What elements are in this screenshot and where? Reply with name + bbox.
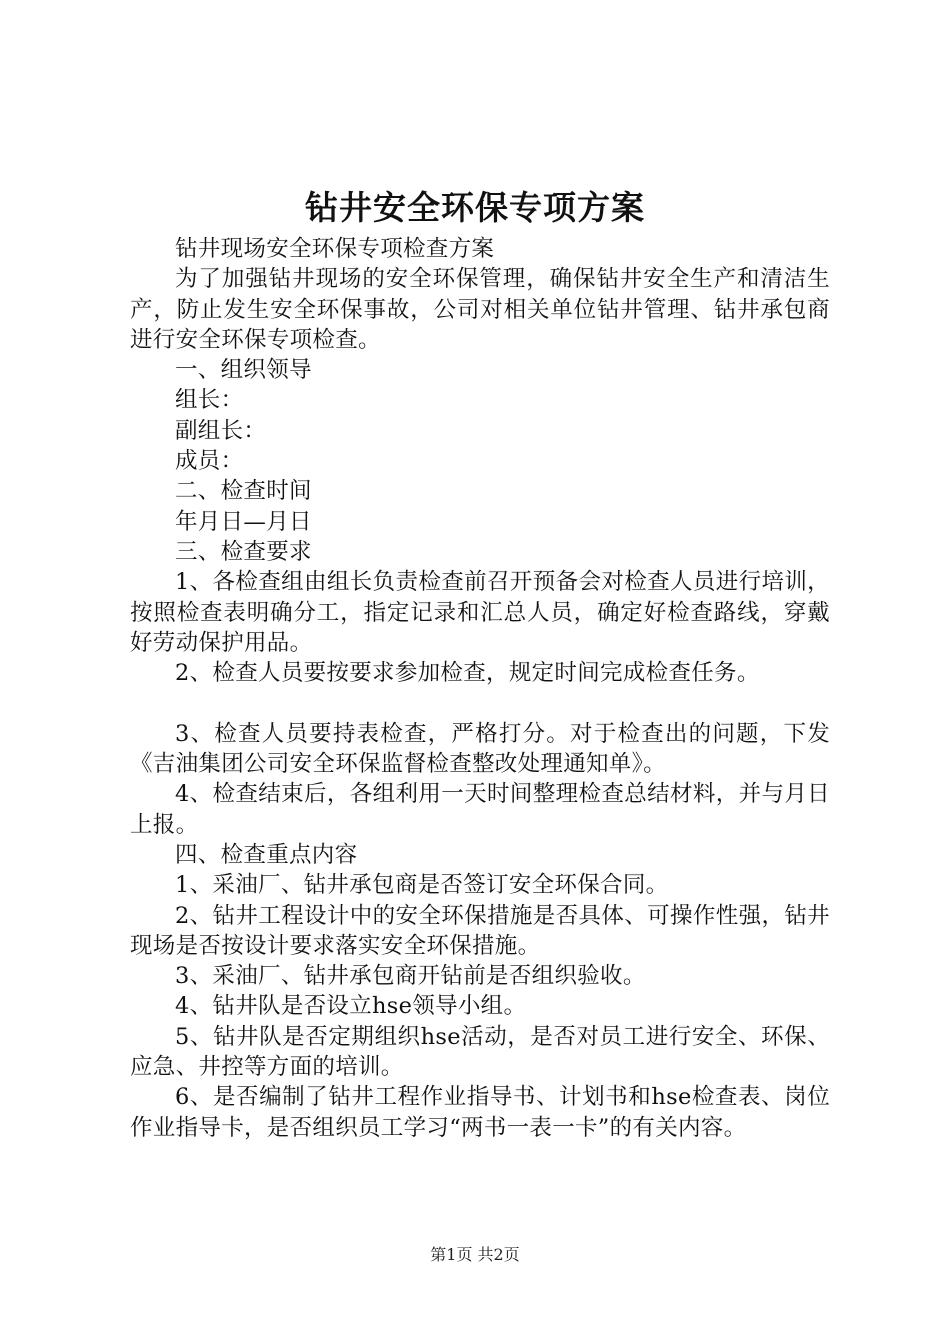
- key-content-item: 1、采油厂、钻井承包商是否签订安全环保合同。: [175, 872, 669, 899]
- heading-inspection-time: 二、检查时间: [175, 478, 312, 505]
- paragraph-subtitle: 钻井现场安全环保专项检查方案: [175, 236, 495, 262]
- document-title: 钻井安全环保专项方案: [305, 188, 645, 227]
- heading-inspection-requirements: 三、检查要求: [175, 538, 312, 565]
- requirement-item: 4、检查结束后，各组利用一天时间整理检查总结材料，并与月日上报。: [130, 781, 830, 838]
- field-members: 成员：: [175, 448, 244, 475]
- key-content-item: 6、是否编制了钻井工程作业指导书、计划书和hse检查表、岗位作业指导卡，是否组织员工学习“两书一表一卡”的有关内容。: [130, 1084, 830, 1141]
- heading-key-content: 四、检查重点内容: [175, 841, 358, 868]
- paragraph-intro: 为了加强钻井现场的安全环保管理，确保钻井安全生产和清洁生产，防止发生安全环保事故，公司对相关单位钻井管理、钻井承包商进行安全环保专项检查。: [130, 266, 830, 353]
- key-content-item: 3、采油厂、钻井承包商开钻前是否组织验收。: [175, 963, 646, 990]
- requirement-item: 1、各检查组由组长负责检查前召开预备会对检查人员进行培训，按照检查表明确分工，指定记录和汇总人员，确定好检查路线，穿戴好劳动保护用品。: [130, 569, 830, 656]
- field-deputy-leader: 副组长：: [175, 417, 267, 444]
- requirement-item: 3、检查人员要持表检查，严格打分。对于检查出的问题，下发《吉油集团公司安全环保监督检查整改处理通知单》。: [130, 720, 830, 778]
- heading-organization: 一、组织领导: [175, 357, 312, 384]
- page-footer: 第1页 共2页: [430, 1245, 520, 1264]
- field-leader: 组长：: [175, 387, 244, 414]
- key-content-item: 2、钻井工程设计中的安全环保措施是否具体、可操作性强，钻井现场是否按设计要求落实安全环保措施。: [130, 902, 830, 959]
- inspection-date-range: 年月日—月日: [175, 508, 312, 535]
- key-content-item: 5、钻井队是否定期组织hse活动，是否对员工进行安全、环保、应急、井控等方面的培训。: [130, 1023, 830, 1081]
- requirement-item: 2、检查人员要按要求参加检查，规定时间完成检查任务。: [175, 660, 760, 687]
- key-content-item: 4、钻井队是否设立hse领导小组。: [175, 993, 527, 1020]
- document-body: [130, 234, 830, 1143]
